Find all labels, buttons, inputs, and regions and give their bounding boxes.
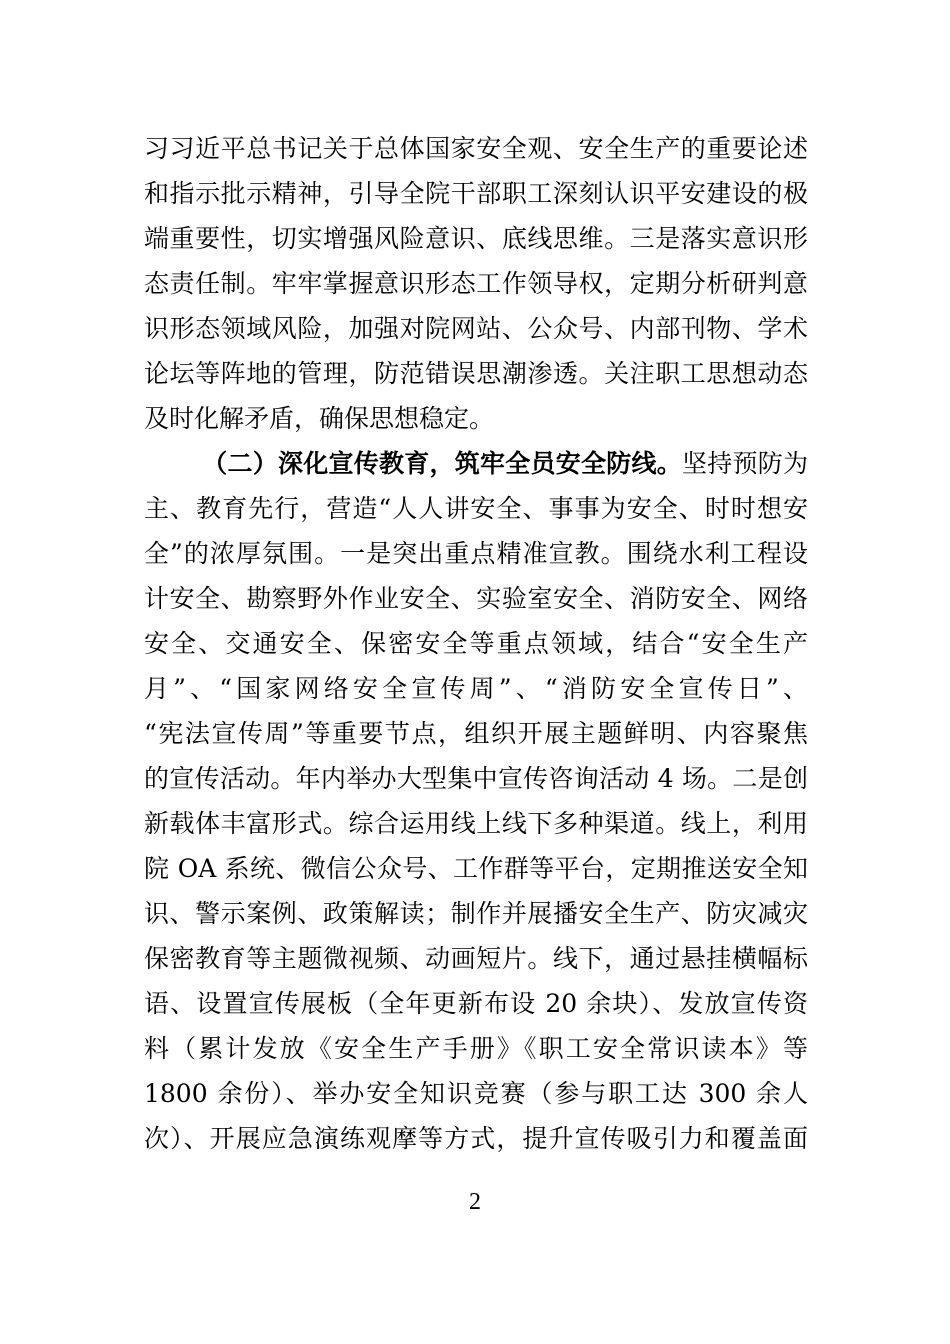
text-line: 习习近平总书记关于总体国家安全观、安全生产的重要论述 [144, 134, 808, 163]
text-line: 1800 余份）、举办安全知识竞赛（参与职工达 300 余人 [144, 1079, 808, 1108]
text-line: 月”、“国家网络安全宣传周”、“消防安全宣传日”、 [144, 674, 808, 703]
heading-line-rest: 坚持预防为 [681, 449, 808, 478]
page-number: 2 [469, 1189, 481, 1215]
text-line: 全”的浓厚氛围。一是突出重点精准宣教。围绕水利工程设 [144, 539, 808, 568]
text-line: 计安全、勘察野外作业安全、实验室安全、消防安全、网络 [144, 584, 808, 613]
paragraph-2 [144, 441, 808, 1161]
paragraph-1 [144, 126, 808, 441]
text-line: “宪法宣传周”等重要节点，组织开展主题鲜明、内容聚焦 [144, 719, 808, 748]
text-line: 识形态领域风险，加强对院网站、公众号、内部刊物、学术 [144, 314, 808, 343]
text-line-heading [144, 441, 808, 486]
text-line: 语、设置宣传展板（全年更新布设 20 余块）、发放宣传资 [144, 989, 808, 1018]
document-body [144, 126, 808, 1161]
text-line: 识、警示案例、政策解读；制作并展播安全生产、防灾减灾 [144, 899, 808, 928]
text-line: 新载体丰富形式。综合运用线上线下多种渠道。线上，利用 [144, 809, 808, 838]
text-line: 院 OA 系统、微信公众号、工作群等平台，定期推送安全知 [144, 854, 808, 883]
text-line: 的宣传活动。年内举办大型集中宣传咨询活动 4 场。二是创 [144, 764, 808, 793]
section-heading: （二）深化宣传教育，筑牢全员安全防线。 [202, 449, 682, 478]
text-line: 端重要性，切实增强风险意识、底线思维。三是落实意识形 [144, 224, 808, 253]
text-line: 和指示批示精神，引导全院干部职工深刻认识平安建设的极 [144, 179, 808, 208]
text-line: 安全、交通安全、保密安全等重点领域，结合“安全生产 [144, 629, 808, 658]
text-line: 主、教育先行，营造“人人讲安全、事事为安全、时时想安 [144, 494, 808, 523]
text-line: 次）、开展应急演练观摩等方式，提升宣传吸引力和覆盖面 [144, 1124, 808, 1153]
text-line: 料（累计发放《安全生产手册》《职工安全常识读本》等 [144, 1034, 808, 1063]
text-line: 论坛等阵地的管理，防范错误思潮渗透。关注职工思想动态 [144, 359, 808, 388]
text-line: 态责任制。牢牢掌握意识形态工作领导权，定期分析研判意 [144, 269, 808, 298]
text-line: 保密教育等主题微视频、动画短片。线下，通过悬挂横幅标 [144, 944, 808, 973]
text-line: 及时化解矛盾，确保思想稳定。 [144, 404, 495, 433]
